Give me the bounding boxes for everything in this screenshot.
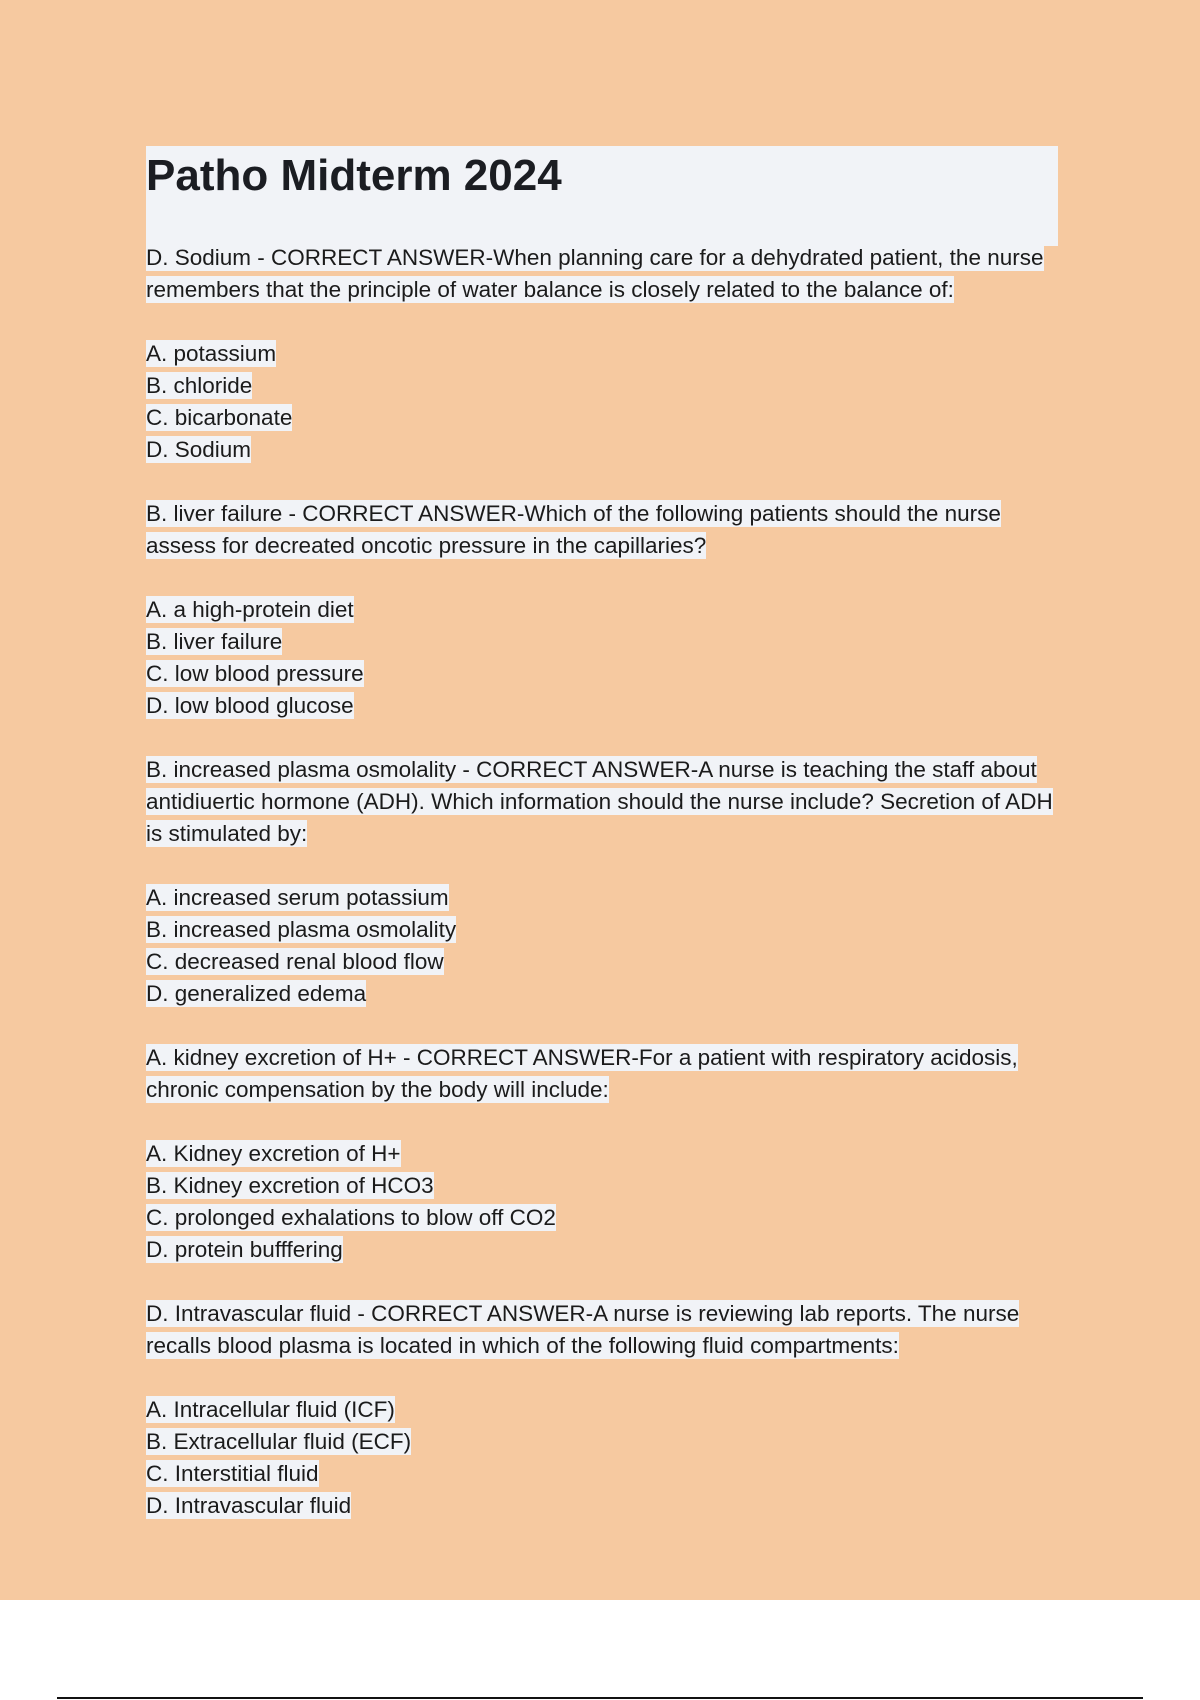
answer-option-text: C. decreased renal blood flow <box>146 949 444 974</box>
answer-option <box>146 882 1058 914</box>
question-text <box>146 1298 1058 1362</box>
question-text <box>146 754 1058 850</box>
document-content <box>146 146 1058 1522</box>
question-text-span: A. kidney excretion of H+ - CORRECT ANSWER-For a patient with respiratory acidosis, chronic compensation by the body will include: <box>146 1045 1018 1102</box>
answer-option-text: C. prolonged exhalations to blow off CO2 <box>146 1205 556 1230</box>
answer-option-text: A. Intracellular fluid (ICF) <box>146 1397 395 1422</box>
answer-option-text: A. potassium <box>146 341 277 366</box>
question-block <box>146 1298 1058 1522</box>
answer-option-text: B. chloride <box>146 373 253 398</box>
answer-option-text: C. low blood pressure <box>146 661 364 686</box>
answer-option <box>146 1202 1058 1234</box>
answer-option-text: B. increased plasma osmolality <box>146 917 457 942</box>
document-title: Patho Midterm 2024 <box>146 151 562 200</box>
question-block <box>146 1042 1058 1266</box>
answer-option <box>146 402 1058 434</box>
answer-option <box>146 690 1058 722</box>
answer-option <box>146 978 1058 1010</box>
question-text <box>146 1042 1058 1106</box>
answer-option <box>146 1170 1058 1202</box>
answer-option <box>146 914 1058 946</box>
answer-option <box>146 658 1058 690</box>
answer-option <box>146 338 1058 370</box>
answer-options <box>146 338 1058 466</box>
answer-option <box>146 1138 1058 1170</box>
answer-option <box>146 1490 1058 1522</box>
answer-option <box>146 370 1058 402</box>
answer-option-text: B. liver failure <box>146 629 283 654</box>
answer-option-text: C. bicarbonate <box>146 405 293 430</box>
answer-option-text: D. protein bufffering <box>146 1237 343 1262</box>
answer-option-text: A. a high-protein diet <box>146 597 354 622</box>
answer-option-text: C. Interstitial fluid <box>146 1461 319 1486</box>
answer-option-text: B. Kidney excretion of HCO3 <box>146 1173 434 1198</box>
answer-option-text: A. Kidney excretion of H+ <box>146 1141 401 1166</box>
answer-options <box>146 1394 1058 1522</box>
answer-options <box>146 882 1058 1010</box>
question-text <box>146 498 1058 562</box>
question-block <box>146 498 1058 722</box>
answer-option <box>146 1234 1058 1266</box>
answer-option-text: D. low blood glucose <box>146 693 354 718</box>
answer-option-text: D. Intravascular fluid <box>146 1493 352 1518</box>
question-text-span: D. Sodium - CORRECT ANSWER-When planning care for a dehydrated patient, the nurse remembers that the principle of water balance is closely related to the balance of: <box>146 245 1044 302</box>
answer-option <box>146 626 1058 658</box>
answer-option <box>146 1394 1058 1426</box>
question-text-span: D. Intravascular fluid - CORRECT ANSWER-A nurse is reviewing lab reports. The nurse recalls blood plasma is located in which of the following fluid compartments: <box>146 1301 1020 1358</box>
title-block <box>146 146 1058 246</box>
answer-option-text: A. increased serum potassium <box>146 885 449 910</box>
question-block <box>146 754 1058 1010</box>
answer-option <box>146 1458 1058 1490</box>
answer-option-text: D. generalized edema <box>146 981 367 1006</box>
answer-option <box>146 594 1058 626</box>
question-block <box>146 242 1058 466</box>
question-text <box>146 242 1058 306</box>
answer-options <box>146 594 1058 722</box>
answer-option <box>146 434 1058 466</box>
question-text-span: B. increased plasma osmolality - CORRECT ANSWER-A nurse is teaching the staff about antidiuertic hormone (ADH). Which information should the nurse include? Secretion of ADH is stimulated by: <box>146 757 1053 846</box>
answer-option-text: D. Sodium <box>146 437 252 462</box>
answer-option-text: B. Extracellular fluid (ECF) <box>146 1429 412 1454</box>
answer-option <box>146 946 1058 978</box>
answer-options <box>146 1138 1058 1266</box>
footer-divider <box>57 1697 1143 1699</box>
answer-option <box>146 1426 1058 1458</box>
question-text-span: B. liver failure - CORRECT ANSWER-Which of the following patients should the nurse assess for decreated oncotic pressure in the capillaries? <box>146 501 1001 558</box>
